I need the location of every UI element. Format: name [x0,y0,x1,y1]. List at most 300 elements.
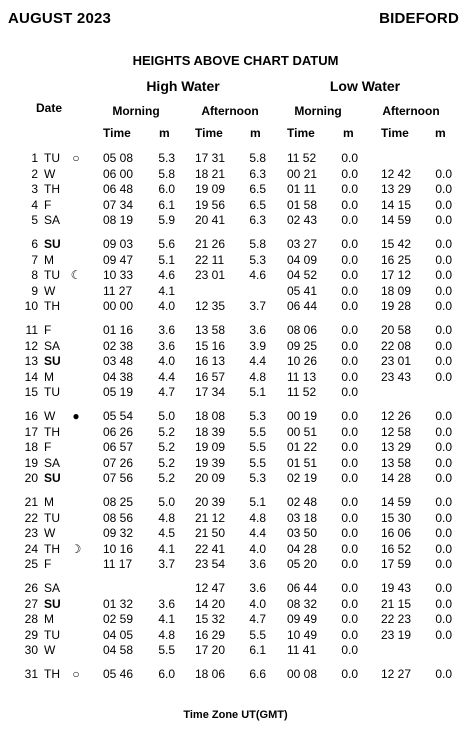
low-afternoon-time: 17 12 [381,268,412,282]
high-afternoon-time: 18 06 [195,667,226,681]
month-title: AUGUST 2023 [8,10,112,27]
low-morning-time: 09 25 [287,338,318,353]
low-morning-time: 10 49 [287,627,318,642]
high-afternoon-time: 12 47 [195,581,226,595]
low-morning-time: 10 26 [287,354,318,368]
table-row [0,409,471,425]
high-afternoon-time: 20 39 [195,495,226,509]
low-morning-time: 06 44 [287,299,318,313]
day-name: W [44,409,56,423]
time-zone-note: Time Zone UT(GMT) [183,709,288,721]
low-morning-height: 0.0 [341,354,358,368]
table-row [0,323,471,339]
col-header-m: m [250,126,261,140]
high-morning-height: 4.1 [158,612,175,626]
high-afternoon-height: 5.1 [249,495,266,509]
low-morning-time: 11 41 [287,643,317,657]
low-morning-height: 0.0 [341,252,358,267]
high-afternoon-height: 3.6 [249,557,266,571]
high-morning-time: 05 08 [103,151,134,165]
high-morning-height: 4.8 [158,510,175,525]
date-number: 30 [24,643,38,657]
high-afternoon-height: 4.8 [249,369,266,384]
moon-phase-icon: ○ [72,667,80,681]
low-afternoon-time: 15 42 [381,237,412,251]
high-afternoon-height: 5.5 [249,627,266,642]
high-afternoon-time: 21 12 [195,510,226,525]
high-afternoon-time: 20 41 [195,213,226,227]
high-morning-height: 5.2 [158,455,175,470]
day-name: W [44,526,56,540]
low-afternoon-time: 14 59 [381,495,412,509]
high-afternoon-height: 5.8 [249,237,266,251]
low-morning-height: 0.0 [341,166,358,181]
low-afternoon-height: 0.0 [435,627,452,642]
col-header-m: m [159,126,170,140]
high-morning-height: 4.6 [158,268,175,282]
table-row [0,151,471,167]
low-afternoon-height: 0.0 [435,213,452,227]
high-afternoon-time: 14 20 [195,596,226,611]
high-afternoon-height: 4.4 [249,526,266,540]
date-number: 10 [24,299,38,313]
low-afternoon-height: 0.0 [435,338,452,353]
high-afternoon-height: 5.5 [249,424,266,439]
low-morning-time: 03 18 [287,510,318,525]
low-afternoon-time: 14 15 [381,197,412,212]
low-afternoon-height: 0.0 [435,557,452,571]
low-morning-height: 0.0 [341,455,358,470]
high-morning-time: 05 54 [103,409,134,423]
date-number: 20 [24,471,38,485]
table-row [0,667,471,683]
date-number: 3 [31,182,38,196]
low-morning-height: 0.0 [341,526,358,540]
low-afternoon-time: 13 29 [381,440,412,454]
table-row [0,213,471,229]
low-afternoon-time: 15 30 [381,510,412,525]
low-afternoon-time: 12 27 [381,667,412,681]
high-morning-height: 5.3 [158,151,175,165]
high-morning-height: 4.8 [158,627,175,642]
date-number: 8 [31,268,38,282]
high-afternoon-height: 3.7 [249,299,266,313]
date-number: 11 [25,323,38,337]
low-afternoon-height: 0.0 [435,440,452,454]
high-morning-height: 4.1 [158,541,175,556]
high-afternoon-time: 21 26 [195,237,226,251]
low-morning-height: 0.0 [341,643,358,657]
high-afternoon-height: 4.4 [249,354,266,368]
high-afternoon-height: 6.5 [249,182,266,196]
low-afternoon-height: 0.0 [435,667,452,681]
moon-phase-icon: ● [72,409,80,423]
high-morning-height: 3.6 [158,596,175,611]
low-afternoon-header: Afternoon [382,104,440,118]
low-afternoon-time: 16 52 [381,541,412,556]
low-morning-height: 0.0 [341,581,358,595]
day-name: W [44,166,56,181]
low-morning-height: 0.0 [341,440,358,454]
high-morning-height: 6.1 [158,197,175,212]
high-morning-time: 10 16 [103,541,134,556]
low-afternoon-height: 0.0 [435,455,452,470]
table-row [0,237,471,253]
high-afternoon-height: 6.3 [249,166,266,181]
date-number: 22 [24,510,38,525]
low-afternoon-height: 0.0 [435,268,452,282]
high-morning-header: Morning [112,104,160,118]
high-morning-time: 08 25 [103,495,134,509]
low-morning-height: 0.0 [341,283,358,298]
day-name: SA [44,581,61,595]
high-morning-time: 02 38 [103,338,134,353]
high-afternoon-time: 18 39 [195,424,226,439]
low-afternoon-time: 23 01 [381,354,412,368]
low-morning-time: 03 50 [287,526,318,540]
high-morning-time: 09 32 [103,526,134,540]
low-morning-time: 00 19 [287,409,318,423]
low-afternoon-time: 12 42 [381,166,412,181]
high-morning-height: 5.2 [158,424,175,439]
high-morning-height: 4.4 [158,369,175,384]
low-morning-time: 02 48 [287,495,318,509]
table-row [0,268,471,284]
table-row [0,440,471,456]
table-row [0,581,471,597]
date-number: 21 [24,495,38,509]
table-row [0,167,471,183]
low-afternoon-time: 22 23 [381,612,412,626]
day-name: TU [44,385,60,399]
high-afternoon-time: 17 34 [195,385,226,399]
table-row [0,643,471,659]
day-name: TU [44,151,60,165]
low-morning-time: 09 49 [287,612,318,626]
low-morning-height: 0.0 [341,510,358,525]
low-morning-time: 11 52 [287,151,317,165]
high-morning-height: 6.0 [158,182,175,196]
day-name: M [44,495,54,509]
high-morning-time: 00 00 [103,299,134,313]
low-afternoon-time: 23 43 [381,369,412,384]
day-name: SA [44,213,61,227]
low-morning-height: 0.0 [341,151,358,165]
table-row [0,284,471,300]
low-morning-height: 0.0 [341,338,358,353]
high-afternoon-height: 5.8 [249,151,266,165]
day-name: F [44,323,52,337]
low-afternoon-time: 18 09 [381,283,412,298]
low-afternoon-height: 0.0 [435,424,452,439]
high-afternoon-time: 15 16 [195,338,226,353]
high-morning-time: 01 32 [103,596,134,611]
high-morning-time: 03 48 [103,354,134,368]
low-afternoon-height: 0.0 [435,182,452,196]
low-afternoon-height: 0.0 [435,409,452,423]
high-morning-height: 4.0 [158,354,175,368]
low-morning-height: 0.0 [341,612,358,626]
low-morning-time: 04 28 [287,541,318,556]
table-row [0,628,471,644]
day-name: TU [44,268,60,282]
high-afternoon-time: 16 57 [195,369,226,384]
high-afternoon-time: 16 29 [195,627,226,642]
low-morning-time: 01 51 [287,455,318,470]
col-header-time: Time [381,126,409,140]
date-number: 15 [24,385,38,399]
day-name: TH [44,424,60,439]
location-title: BIDEFORD [379,10,459,27]
high-morning-time: 05 46 [103,667,134,681]
low-afternoon-time: 19 28 [381,299,412,313]
table-row [0,425,471,441]
high-afternoon-height: 5.1 [249,385,266,399]
day-name: TH [44,541,60,556]
low-afternoon-time: 12 58 [381,424,412,439]
low-morning-height: 0.0 [341,495,358,509]
low-morning-height: 0.0 [341,627,358,642]
date-number: 14 [24,369,38,384]
high-afternoon-height: 5.3 [249,252,266,267]
date-number: 24 [24,541,38,556]
low-morning-time: 08 06 [287,323,318,337]
low-morning-height: 0.0 [341,323,358,337]
table-row [0,542,471,558]
moon-phase-icon: ○ [72,151,80,165]
low-morning-time: 00 51 [287,424,318,439]
date-number: 13 [24,354,38,368]
high-afternoon-header: Afternoon [201,104,259,118]
table-row [0,456,471,472]
low-afternoon-height: 0.0 [435,299,452,313]
table-row [0,495,471,511]
high-morning-height: 5.2 [158,440,175,454]
high-afternoon-time: 22 41 [195,541,226,556]
low-morning-height: 0.0 [341,667,358,681]
high-morning-height: 3.6 [158,338,175,353]
high-afternoon-time: 19 56 [195,197,226,212]
col-header-time: Time [195,126,223,140]
low-afternoon-height: 0.0 [435,495,452,509]
date-number: 28 [24,612,38,626]
low-afternoon-time: 17 59 [381,557,412,571]
low-morning-time: 05 41 [287,283,318,298]
low-afternoon-height: 0.0 [435,197,452,212]
day-name: TU [44,627,60,642]
day-name: SU [44,596,61,611]
low-morning-height: 0.0 [341,369,358,384]
high-morning-time: 04 58 [103,643,134,657]
date-number: 5 [31,213,38,227]
high-afternoon-height: 5.3 [249,471,266,485]
low-afternoon-height: 0.0 [435,369,452,384]
high-morning-time: 07 56 [103,471,134,485]
date-number: 9 [31,283,38,298]
high-afternoon-time: 20 09 [195,471,226,485]
table-row [0,557,471,573]
low-morning-height: 0.0 [341,409,358,423]
date-number: 7 [31,252,38,267]
day-name: F [44,440,52,454]
high-afternoon-time: 23 54 [195,557,226,571]
date-number: 18 [24,440,38,454]
col-header-m: m [435,126,446,140]
high-afternoon-height: 3.6 [249,581,266,595]
high-morning-height: 3.7 [158,557,175,571]
day-name: W [44,283,56,298]
date-number: 31 [24,667,38,681]
low-afternoon-time: 13 29 [381,182,412,196]
day-name: SU [44,471,61,485]
high-morning-time: 09 47 [103,252,134,267]
high-afternoon-time: 22 11 [195,252,225,267]
high-morning-height: 4.0 [158,299,175,313]
day-name: TH [44,299,60,313]
low-morning-time: 01 58 [287,197,318,212]
high-afternoon-time: 17 20 [195,643,226,657]
low-morning-time: 03 27 [287,237,318,251]
low-morning-time: 01 22 [287,440,318,454]
date-number: 1 [31,151,38,165]
high-afternoon-height: 4.0 [249,596,266,611]
date-number: 4 [31,197,38,212]
date-number: 26 [24,581,38,595]
high-morning-time: 06 57 [103,440,134,454]
high-afternoon-time: 23 01 [195,268,226,282]
day-name: TU [44,510,60,525]
high-afternoon-height: 5.5 [249,440,266,454]
low-afternoon-time: 19 43 [381,581,412,595]
table-row [0,339,471,355]
high-afternoon-time: 19 09 [195,440,226,454]
high-morning-height: 5.1 [158,252,175,267]
low-morning-time: 11 13 [287,369,317,384]
high-morning-time: 11 17 [103,557,133,571]
low-afternoon-height: 0.0 [435,510,452,525]
low-morning-time: 04 09 [287,252,318,267]
table-row [0,299,471,315]
high-morning-height: 5.9 [158,213,175,227]
low-morning-height: 0.0 [341,596,358,611]
high-afternoon-time: 17 31 [195,151,226,165]
low-morning-height: 0.0 [341,213,358,227]
high-morning-time: 06 00 [103,166,134,181]
day-name: W [44,643,56,657]
day-name: M [44,252,54,267]
low-afternoon-height: 0.0 [435,354,452,368]
low-afternoon-time: 12 26 [381,409,412,423]
low-morning-time: 06 44 [287,581,318,595]
col-header-time: Time [103,126,131,140]
table-row [0,198,471,214]
page-title: HEIGHTS ABOVE CHART DATUM [132,53,339,68]
date-number: 25 [24,557,38,571]
day-name: M [44,369,54,384]
day-name: SA [44,338,61,353]
low-afternoon-time: 21 15 [381,596,412,611]
low-afternoon-time: 23 19 [381,627,412,642]
low-morning-time: 11 52 [287,385,317,399]
high-water-heading: High Water [146,78,220,94]
high-morning-height: 5.0 [158,409,175,423]
low-morning-time: 04 52 [287,268,318,282]
high-morning-time: 06 48 [103,182,134,196]
high-afternoon-height: 5.3 [249,409,266,423]
low-afternoon-height: 0.0 [435,596,452,611]
low-morning-time: 05 20 [287,557,318,571]
date-number: 17 [24,424,38,439]
table-row [0,182,471,198]
date-number: 27 [24,596,38,611]
high-afternoon-time: 19 39 [195,455,226,470]
high-morning-height: 4.7 [158,385,175,399]
moon-phase-icon: ☽ [70,541,82,556]
table-row [0,354,471,370]
high-morning-time: 02 59 [103,612,134,626]
date-number: 23 [24,526,38,540]
low-afternoon-time: 13 58 [381,455,412,470]
low-afternoon-time: 16 25 [381,252,412,267]
high-afternoon-height: 4.8 [249,510,266,525]
high-afternoon-time: 21 50 [195,526,226,540]
date-number: 2 [31,166,38,181]
high-afternoon-time: 13 58 [195,323,226,337]
high-afternoon-height: 6.6 [249,667,266,681]
high-afternoon-time: 18 21 [195,166,226,181]
high-morning-time: 08 19 [103,213,134,227]
day-name: TH [44,182,60,196]
high-afternoon-time: 15 32 [195,612,226,626]
low-afternoon-height: 0.0 [435,526,452,540]
high-morning-height: 5.0 [158,495,175,509]
high-morning-height: 4.1 [158,283,175,298]
high-morning-height: 5.6 [158,237,175,251]
day-name: F [44,197,52,212]
low-morning-height: 0.0 [341,557,358,571]
low-afternoon-height: 0.0 [435,471,452,485]
low-morning-time: 02 43 [287,213,318,227]
high-afternoon-height: 6.1 [249,643,266,657]
high-afternoon-time: 16 13 [195,354,226,368]
high-afternoon-height: 6.3 [249,213,266,227]
high-morning-time: 11 27 [103,283,133,298]
high-morning-time: 05 19 [103,385,134,399]
date-number: 12 [24,338,38,353]
high-morning-height: 4.5 [158,526,175,540]
low-water-heading: Low Water [329,78,401,94]
low-morning-height: 0.0 [341,471,358,485]
high-afternoon-height: 4.0 [249,541,266,556]
high-morning-time: 10 33 [103,268,134,282]
low-afternoon-height: 0.0 [435,283,452,298]
high-afternoon-time: 19 09 [195,182,226,196]
low-morning-height: 0.0 [341,182,358,196]
low-morning-height: 0.0 [341,299,358,313]
high-morning-height: 5.2 [158,471,175,485]
table-row [0,370,471,386]
high-afternoon-time: 12 35 [195,299,226,313]
date-column-header: Date [36,101,63,115]
low-morning-time: 02 19 [287,471,318,485]
day-name: SU [44,354,61,368]
low-afternoon-time: 14 59 [381,213,412,227]
low-morning-height: 0.0 [341,385,358,399]
moon-phase-icon: ☾ [70,268,82,282]
day-name: TH [44,667,60,681]
low-afternoon-height: 0.0 [435,581,452,595]
high-morning-height: 3.6 [158,323,175,337]
